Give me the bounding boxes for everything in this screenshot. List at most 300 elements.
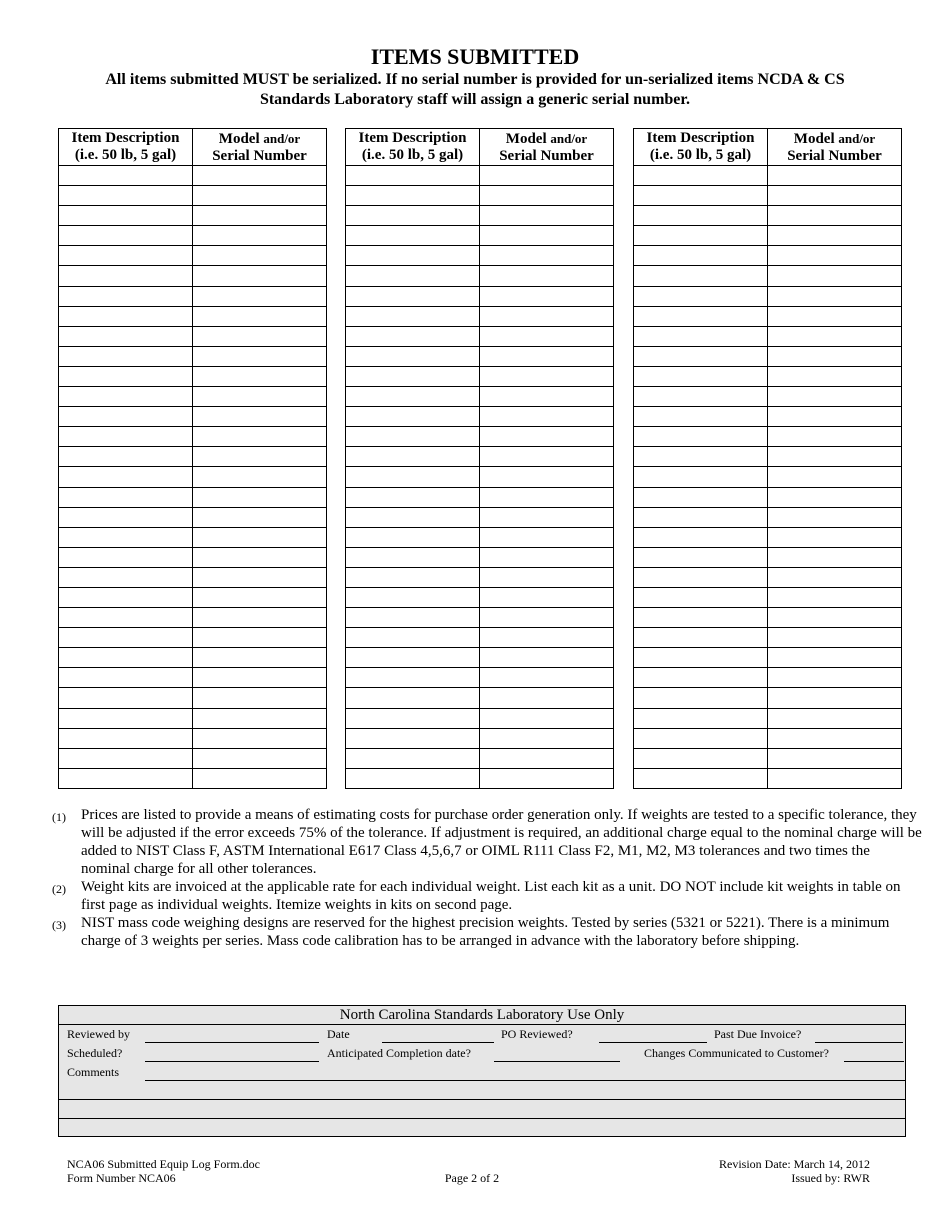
serial-number-cell[interactable]: [480, 587, 614, 607]
footer-form-number: Form Number NCA06: [67, 1171, 176, 1185]
changes-communicated-field[interactable]: [844, 1061, 904, 1062]
table-row: [59, 668, 327, 688]
serial-number-cell[interactable]: [480, 668, 614, 688]
item-description-cell[interactable]: [346, 668, 480, 688]
item-description-cell[interactable]: [346, 608, 480, 628]
item-description-cell[interactable]: [346, 186, 480, 206]
serial-number-cell[interactable]: [480, 366, 614, 386]
table-row: [634, 648, 902, 668]
items-table-1: [58, 128, 327, 789]
table-row: [346, 507, 614, 527]
table-row: [59, 186, 327, 206]
item-description-cell[interactable]: [634, 166, 768, 186]
serial-number-cell[interactable]: [768, 668, 902, 688]
serial-number-cell[interactable]: [768, 467, 902, 487]
table-row: [346, 266, 614, 286]
page-title: ITEMS SUBMITTED: [370, 44, 580, 69]
changes-communicated-label: Changes Communicated to Customer?: [644, 1046, 829, 1060]
item-description-cell[interactable]: [346, 206, 480, 226]
serial-number-cell[interactable]: [480, 407, 614, 427]
serial-number-cell[interactable]: [768, 226, 902, 246]
table-row: [59, 226, 327, 246]
table-row: [59, 688, 327, 708]
serial-number-cell[interactable]: [480, 768, 614, 788]
item-description-cell[interactable]: [634, 688, 768, 708]
item-description-cell[interactable]: [59, 326, 193, 346]
notes-list: [52, 806, 922, 950]
table-row: [346, 286, 614, 306]
serial-number-cell[interactable]: [193, 246, 327, 266]
item-description-cell[interactable]: [59, 567, 193, 587]
serial-number-cell[interactable]: [768, 447, 902, 467]
item-description-cell[interactable]: [59, 346, 193, 366]
serial-number-cell[interactable]: [193, 648, 327, 668]
table-row: [634, 186, 902, 206]
item-description-cell[interactable]: [634, 407, 768, 427]
table-row: [59, 326, 327, 346]
table-row: [634, 427, 902, 447]
serial-number-cell[interactable]: [768, 387, 902, 407]
item-description-cell[interactable]: [346, 306, 480, 326]
item-description-cell[interactable]: [634, 628, 768, 648]
table-row: [59, 708, 327, 728]
table-row: [346, 648, 614, 668]
serial-number-cell[interactable]: [480, 608, 614, 628]
serial-number-cell[interactable]: [193, 266, 327, 286]
table-row: [346, 166, 614, 186]
lab-use-title: North Carolina Standards Laboratory Use Only: [59, 1006, 905, 1025]
table-row: [634, 206, 902, 226]
table-row: [634, 447, 902, 467]
serial-number-cell[interactable]: [768, 587, 902, 607]
serial-number-cell[interactable]: [768, 608, 902, 628]
serial-number-cell[interactable]: [480, 447, 614, 467]
table-row: [59, 286, 327, 306]
item-description-cell[interactable]: [634, 507, 768, 527]
serial-number-cell[interactable]: [768, 166, 902, 186]
serial-number-cell[interactable]: [768, 688, 902, 708]
item-description-cell[interactable]: [634, 186, 768, 206]
anticipated-completion-field[interactable]: [494, 1061, 620, 1062]
scheduled-label: Scheduled?: [67, 1046, 123, 1060]
note-number: (3): [52, 918, 66, 932]
serial-number-cell[interactable]: [768, 547, 902, 567]
serial-number-cell[interactable]: [193, 587, 327, 607]
serial-number-cell[interactable]: [193, 608, 327, 628]
serial-number-cell[interactable]: [768, 206, 902, 226]
serial-number-cell[interactable]: [768, 346, 902, 366]
table-row: [634, 608, 902, 628]
serial-number-cell[interactable]: [768, 628, 902, 648]
item-description-cell[interactable]: [346, 407, 480, 427]
table-row: [634, 387, 902, 407]
item-description-cell[interactable]: [59, 286, 193, 306]
table-row: [346, 226, 614, 246]
item-description-cell[interactable]: [346, 507, 480, 527]
serial-number-cell[interactable]: [768, 407, 902, 427]
table-row: [59, 206, 327, 226]
table-row: [346, 547, 614, 567]
table-row: [59, 447, 327, 467]
table-row: [634, 286, 902, 306]
item-description-cell[interactable]: [634, 326, 768, 346]
serial-number-cell[interactable]: [480, 748, 614, 768]
table-row: [346, 366, 614, 386]
comments-line[interactable]: [59, 1118, 905, 1119]
item-description-cell[interactable]: [634, 427, 768, 447]
item-description-cell[interactable]: [59, 668, 193, 688]
comments-field[interactable]: [145, 1080, 905, 1081]
table-row: [346, 587, 614, 607]
footer-doc-name: NCA06 Submitted Equip Log Form.doc: [67, 1157, 260, 1171]
serial-number-cell[interactable]: [768, 487, 902, 507]
item-description-cell[interactable]: [59, 527, 193, 547]
model-serial-header: Model and/or Serial Number: [193, 129, 327, 166]
table-row: [346, 326, 614, 346]
serial-number-cell[interactable]: [193, 567, 327, 587]
item-description-cell[interactable]: [59, 547, 193, 567]
serial-number-cell[interactable]: [193, 306, 327, 326]
serial-number-cell[interactable]: [768, 768, 902, 788]
serial-number-cell[interactable]: [768, 527, 902, 547]
serial-number-cell[interactable]: [480, 346, 614, 366]
item-description-cell[interactable]: [59, 166, 193, 186]
table-row: [59, 306, 327, 326]
table-row: [634, 708, 902, 728]
table-row: [59, 246, 327, 266]
po-reviewed-field[interactable]: [599, 1042, 707, 1043]
items-table-2: [345, 128, 614, 789]
item-description-cell[interactable]: [634, 487, 768, 507]
footer-revision-date: Revision Date: March 14, 2012: [719, 1157, 870, 1171]
serial-number-cell[interactable]: [480, 527, 614, 547]
scheduled-field[interactable]: [145, 1061, 319, 1062]
model-serial-header: Model and/or Serial Number: [480, 129, 614, 166]
item-description-cell[interactable]: [346, 728, 480, 748]
serial-number-cell[interactable]: [193, 708, 327, 728]
serial-number-cell[interactable]: [480, 708, 614, 728]
serial-number-cell[interactable]: [768, 708, 902, 728]
serial-number-cell[interactable]: [768, 366, 902, 386]
table-row: [346, 708, 614, 728]
serial-number-cell[interactable]: [193, 668, 327, 688]
table-row: [59, 648, 327, 668]
item-description-cell[interactable]: [634, 447, 768, 467]
table-row: [634, 246, 902, 266]
table-row: [634, 407, 902, 427]
item-description-cell[interactable]: [59, 366, 193, 386]
item-description-cell[interactable]: [634, 266, 768, 286]
item-description-cell[interactable]: [346, 487, 480, 507]
serial-number-cell[interactable]: [193, 226, 327, 246]
serial-number-cell[interactable]: [193, 728, 327, 748]
serial-number-cell[interactable]: [480, 206, 614, 226]
date-label: Date: [327, 1027, 350, 1041]
table-row: [59, 487, 327, 507]
item-description-cell[interactable]: [59, 728, 193, 748]
item-description-cell[interactable]: [59, 587, 193, 607]
item-description-cell[interactable]: [59, 186, 193, 206]
item-description-cell[interactable]: [59, 688, 193, 708]
table-row: [634, 306, 902, 326]
serial-number-cell[interactable]: [193, 487, 327, 507]
note-item: [52, 914, 922, 950]
serial-number-cell[interactable]: [480, 326, 614, 346]
table-row: [634, 266, 902, 286]
serial-number-cell[interactable]: [193, 206, 327, 226]
table-row: [59, 748, 327, 768]
item-description-cell[interactable]: [634, 608, 768, 628]
serial-number-cell[interactable]: [768, 507, 902, 527]
serial-number-cell[interactable]: [193, 467, 327, 487]
note-number: (1): [52, 810, 66, 824]
past-due-label: Past Due Invoice?: [714, 1027, 802, 1041]
item-description-cell[interactable]: [634, 467, 768, 487]
table-row: [59, 728, 327, 748]
items-table-3: [633, 128, 902, 789]
item-description-cell[interactable]: [59, 748, 193, 768]
table-row: [346, 768, 614, 788]
item-description-cell[interactable]: [634, 567, 768, 587]
table-row: [59, 407, 327, 427]
item-description-cell[interactable]: [59, 628, 193, 648]
note-text: Prices are listed to provide a means of estimating costs for purchase order generation only. If weights are tested to a specific tolerance, they will be adjusted if the error exceeds 75% of the tolerance. If adjustment is required, an additional charge equal to the nominal charge will be added to NIST Class F, ASTM International E617 Class 4,5,6,7 or OIML R111 Class F2, M1, M2, M3 tolerances and two times the nominal charge for all other tolerances.: [81, 807, 922, 877]
item-description-header: Item Description (i.e. 50 lb, 5 gal): [59, 129, 193, 166]
serial-number-cell[interactable]: [480, 186, 614, 206]
serial-number-cell[interactable]: [480, 306, 614, 326]
table-row: [634, 668, 902, 688]
item-description-cell[interactable]: [346, 628, 480, 648]
table-row: [634, 487, 902, 507]
table-row: [346, 387, 614, 407]
serial-number-cell[interactable]: [768, 748, 902, 768]
serial-number-cell[interactable]: [193, 407, 327, 427]
item-description-cell[interactable]: [634, 246, 768, 266]
serial-number-cell[interactable]: [480, 648, 614, 668]
item-description-cell[interactable]: [634, 547, 768, 567]
serial-number-cell[interactable]: [193, 547, 327, 567]
table-row: [346, 206, 614, 226]
item-description-header: Item Description (i.e. 50 lb, 5 gal): [346, 129, 480, 166]
serial-number-cell[interactable]: [480, 387, 614, 407]
item-description-cell[interactable]: [634, 346, 768, 366]
serial-number-cell[interactable]: [193, 286, 327, 306]
table-row: [634, 567, 902, 587]
item-description-cell[interactable]: [634, 648, 768, 668]
serial-number-cell[interactable]: [480, 266, 614, 286]
item-description-cell[interactable]: [346, 567, 480, 587]
item-description-cell[interactable]: [346, 246, 480, 266]
table-row: [634, 768, 902, 788]
table-row: [59, 768, 327, 788]
reviewed-by-field[interactable]: [145, 1042, 319, 1043]
table-row: [59, 527, 327, 547]
item-description-cell[interactable]: [634, 768, 768, 788]
table-row: [346, 668, 614, 688]
item-description-cell[interactable]: [634, 748, 768, 768]
table-row: [346, 346, 614, 366]
footer-right: [719, 1157, 870, 1185]
table-row: [634, 628, 902, 648]
footer-page: Page 2 of 2: [444, 1171, 500, 1185]
item-description-cell[interactable]: [59, 226, 193, 246]
table-row: [634, 688, 902, 708]
serial-number-cell[interactable]: [193, 166, 327, 186]
serial-number-cell[interactable]: [193, 186, 327, 206]
item-description-cell[interactable]: [634, 286, 768, 306]
table-row: [346, 407, 614, 427]
serial-number-cell[interactable]: [480, 286, 614, 306]
serial-number-cell[interactable]: [480, 487, 614, 507]
serial-number-cell[interactable]: [480, 166, 614, 186]
serial-number-cell[interactable]: [768, 306, 902, 326]
item-description-cell[interactable]: [346, 467, 480, 487]
serial-number-cell[interactable]: [193, 427, 327, 447]
item-description-cell[interactable]: [59, 427, 193, 447]
table-row: [346, 246, 614, 266]
table-row: [59, 467, 327, 487]
item-description-cell[interactable]: [59, 407, 193, 427]
serial-number-cell[interactable]: [480, 567, 614, 587]
serial-number-cell[interactable]: [768, 567, 902, 587]
table-row: [634, 507, 902, 527]
serial-number-cell[interactable]: [480, 628, 614, 648]
item-description-cell[interactable]: [634, 668, 768, 688]
serial-number-cell[interactable]: [480, 728, 614, 748]
serial-number-cell[interactable]: [768, 186, 902, 206]
serial-number-cell[interactable]: [480, 467, 614, 487]
item-description-cell[interactable]: [59, 487, 193, 507]
item-description-cell[interactable]: [346, 226, 480, 246]
item-description-cell[interactable]: [59, 246, 193, 266]
item-description-cell[interactable]: [634, 306, 768, 326]
table-row: [634, 166, 902, 186]
serial-number-cell[interactable]: [193, 507, 327, 527]
serial-number-cell[interactable]: [480, 427, 614, 447]
item-description-cell[interactable]: [59, 447, 193, 467]
item-description-cell[interactable]: [346, 447, 480, 467]
note-text: NIST mass code weighing designs are reserved for the highest precision weights. Tested by series (5321 or 5221). There is a minimum charge of 3 weights per series. Mass code calibration has to be arranged in advance with the laboratory before shipping.: [81, 915, 890, 949]
footer-issued-by: Issued by: RWR: [791, 1171, 870, 1185]
table-row: [346, 527, 614, 547]
item-description-cell[interactable]: [346, 166, 480, 186]
item-description-cell[interactable]: [634, 387, 768, 407]
item-description-cell[interactable]: [59, 768, 193, 788]
serial-number-cell[interactable]: [768, 286, 902, 306]
serial-number-cell[interactable]: [193, 346, 327, 366]
past-due-field[interactable]: [815, 1042, 903, 1043]
item-description-cell[interactable]: [346, 366, 480, 386]
item-description-cell[interactable]: [346, 688, 480, 708]
item-description-cell[interactable]: [634, 527, 768, 547]
serial-number-cell[interactable]: [768, 427, 902, 447]
serial-number-cell[interactable]: [193, 688, 327, 708]
item-description-cell[interactable]: [59, 306, 193, 326]
item-description-cell[interactable]: [59, 608, 193, 628]
item-description-cell[interactable]: [59, 266, 193, 286]
model-serial-header: Model and/or Serial Number: [768, 129, 902, 166]
table-row: [634, 527, 902, 547]
serial-number-cell[interactable]: [193, 447, 327, 467]
item-description-cell[interactable]: [59, 387, 193, 407]
serial-number-cell[interactable]: [193, 366, 327, 386]
serial-number-cell[interactable]: [193, 527, 327, 547]
date-field[interactable]: [382, 1042, 494, 1043]
serial-number-cell[interactable]: [768, 266, 902, 286]
serial-number-cell[interactable]: [480, 246, 614, 266]
table-row: [59, 387, 327, 407]
table-row: [634, 728, 902, 748]
serial-number-cell[interactable]: [193, 768, 327, 788]
table-row: [634, 467, 902, 487]
serial-number-cell[interactable]: [193, 326, 327, 346]
item-description-cell[interactable]: [634, 728, 768, 748]
item-description-cell[interactable]: [346, 326, 480, 346]
item-description-cell[interactable]: [346, 527, 480, 547]
serial-number-cell[interactable]: [768, 728, 902, 748]
item-description-cell[interactable]: [59, 206, 193, 226]
item-description-cell[interactable]: [634, 206, 768, 226]
serial-number-cell[interactable]: [768, 246, 902, 266]
item-description-cell[interactable]: [346, 346, 480, 366]
item-description-cell[interactable]: [346, 286, 480, 306]
serial-number-cell[interactable]: [193, 628, 327, 648]
reviewed-by-label: Reviewed by: [67, 1027, 130, 1041]
serial-number-cell[interactable]: [480, 547, 614, 567]
table-row: [634, 587, 902, 607]
table-row: [59, 608, 327, 628]
item-description-cell[interactable]: [59, 708, 193, 728]
item-description-cell[interactable]: [346, 547, 480, 567]
serial-number-cell[interactable]: [768, 648, 902, 668]
table-row: [346, 186, 614, 206]
serial-number-cell[interactable]: [480, 226, 614, 246]
note-item: [52, 806, 922, 878]
table-row: [634, 366, 902, 386]
table-row: [59, 547, 327, 567]
table-row: [59, 366, 327, 386]
item-description-cell[interactable]: [59, 648, 193, 668]
serial-number-cell[interactable]: [480, 688, 614, 708]
serial-number-cell[interactable]: [480, 507, 614, 527]
table-row: [346, 306, 614, 326]
item-description-cell[interactable]: [346, 587, 480, 607]
item-description-cell[interactable]: [59, 467, 193, 487]
item-description-cell[interactable]: [634, 708, 768, 728]
serial-number-cell[interactable]: [768, 326, 902, 346]
serial-number-cell[interactable]: [193, 748, 327, 768]
item-description-cell[interactable]: [634, 587, 768, 607]
comments-label: Comments: [67, 1065, 120, 1079]
serial-number-cell[interactable]: [193, 387, 327, 407]
item-description-cell[interactable]: [346, 768, 480, 788]
table-row: [634, 547, 902, 567]
item-description-cell[interactable]: [59, 507, 193, 527]
item-description-cell[interactable]: [634, 226, 768, 246]
anticipated-completion-label: Anticipated Completion date?: [327, 1046, 471, 1060]
item-description-cell[interactable]: [346, 648, 480, 668]
comments-line[interactable]: [59, 1099, 905, 1100]
item-description-cell[interactable]: [634, 366, 768, 386]
item-description-cell[interactable]: [346, 427, 480, 447]
item-description-cell[interactable]: [346, 748, 480, 768]
table-row: [346, 427, 614, 447]
item-description-cell[interactable]: [346, 266, 480, 286]
item-description-cell[interactable]: [346, 387, 480, 407]
table-row: [346, 487, 614, 507]
item-description-cell[interactable]: [346, 708, 480, 728]
table-row: [59, 346, 327, 366]
